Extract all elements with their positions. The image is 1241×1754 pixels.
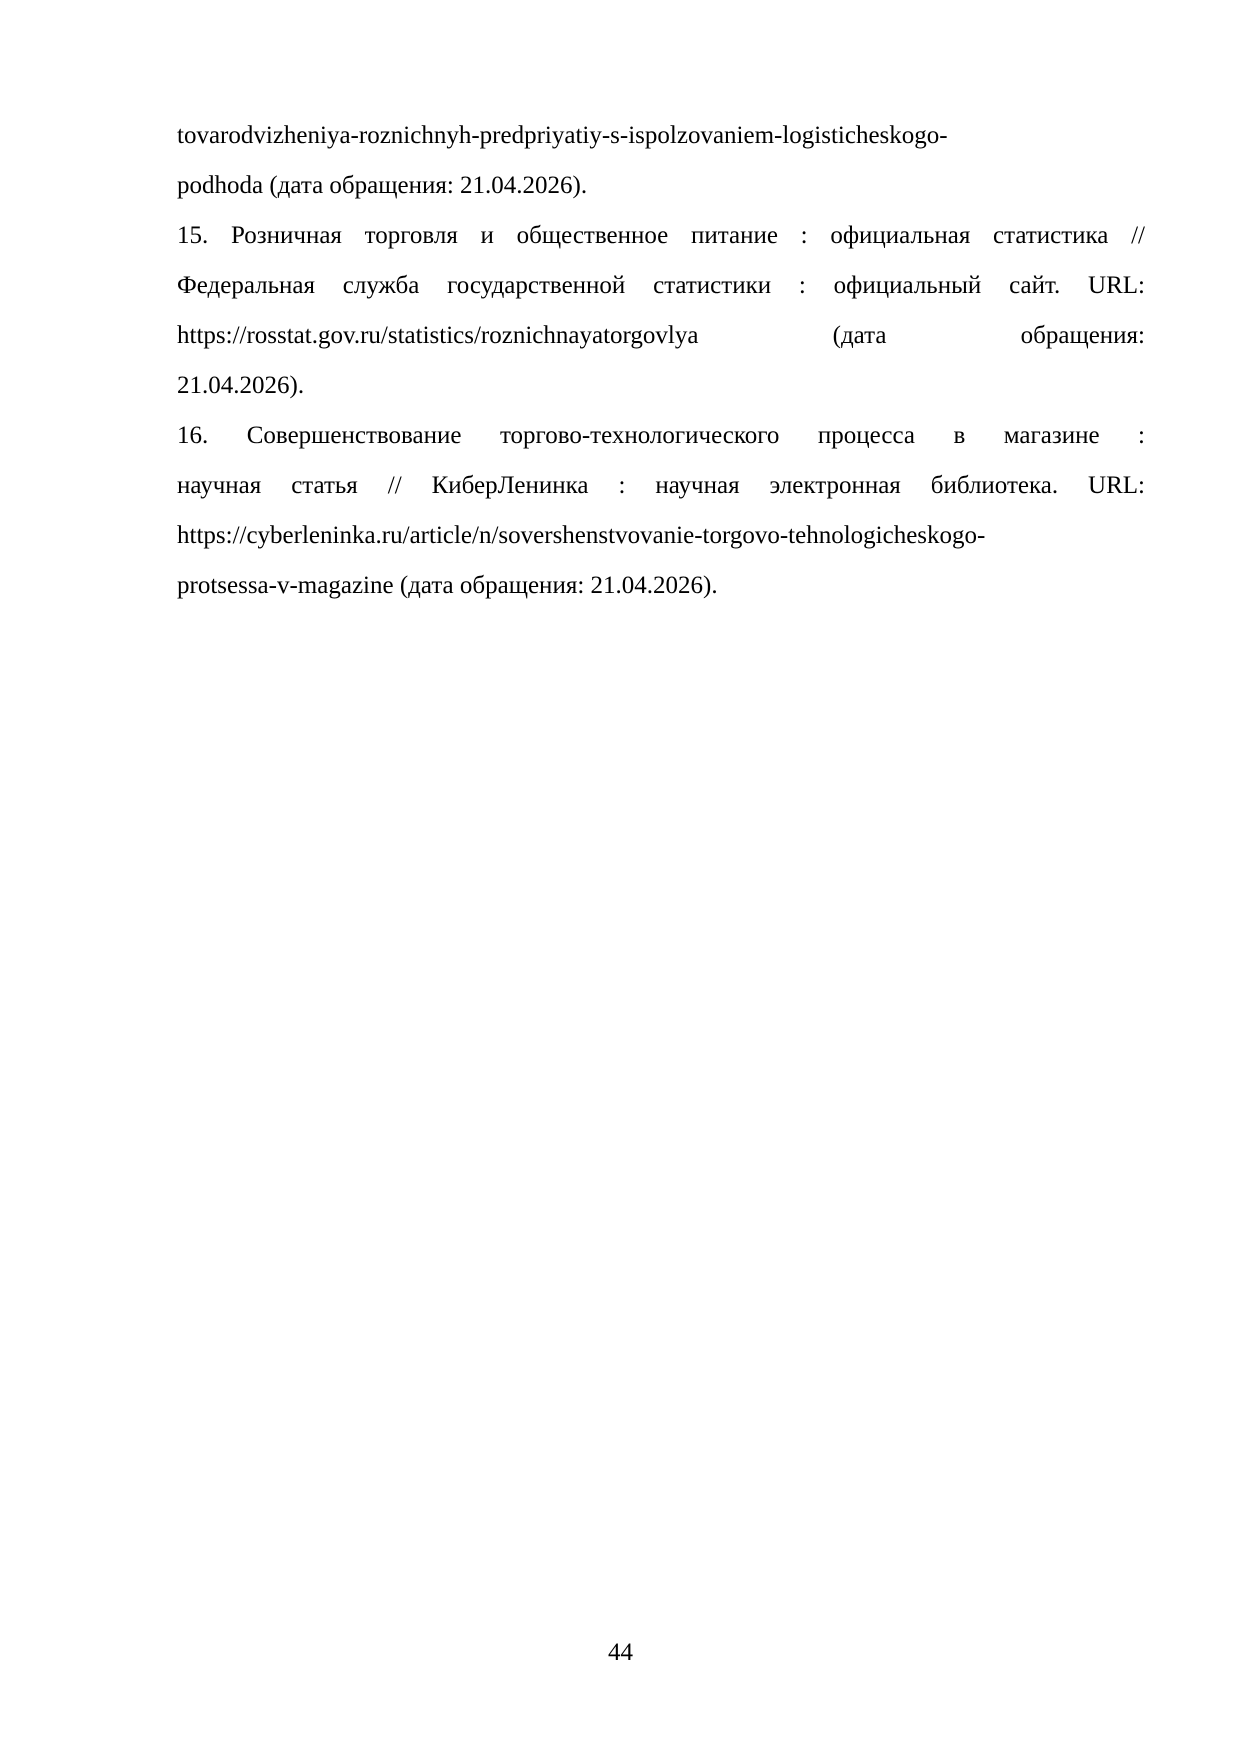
reference-line: 16. Совершенствование торгово-технологического процесса в магазине : [177,422,1145,449]
page-number: 44 [608,1639,633,1666]
reference-line: научная статья // КиберЛенинка : научная электронная библиотека. URL: [177,472,1145,499]
reference-line: 21.04.2026). [177,372,305,399]
reference-line: https://rosstat.gov.ru/statistics/roznichnayatorgovlya (дата обращения: [177,322,1145,349]
reference-line: 15. Розничная торговля и общественное питание : официальная статистика // [177,222,1145,249]
page-body [177,111,1145,611]
reference-15 [177,211,1145,411]
reference-14-continuation [177,111,1145,211]
reference-line: podhoda (дата обращения: 21.04.2026). [177,172,588,199]
reference-line: https://cyberleninka.ru/article/n/sovershenstvovanie-torgovo-tehnologicheskogo- [177,522,986,549]
reference-line: Федеральная служба государственной статистики : официальный сайт. URL: [177,272,1145,299]
reference-line: protsessa-v-magazine (дата обращения: 21.04.2026). [177,572,718,599]
reference-16 [177,411,1145,611]
reference-line: tovarodvizheniya-roznichnyh-predpriyatiy-s-ispolzovaniem-logisticheskogo- [177,122,948,149]
